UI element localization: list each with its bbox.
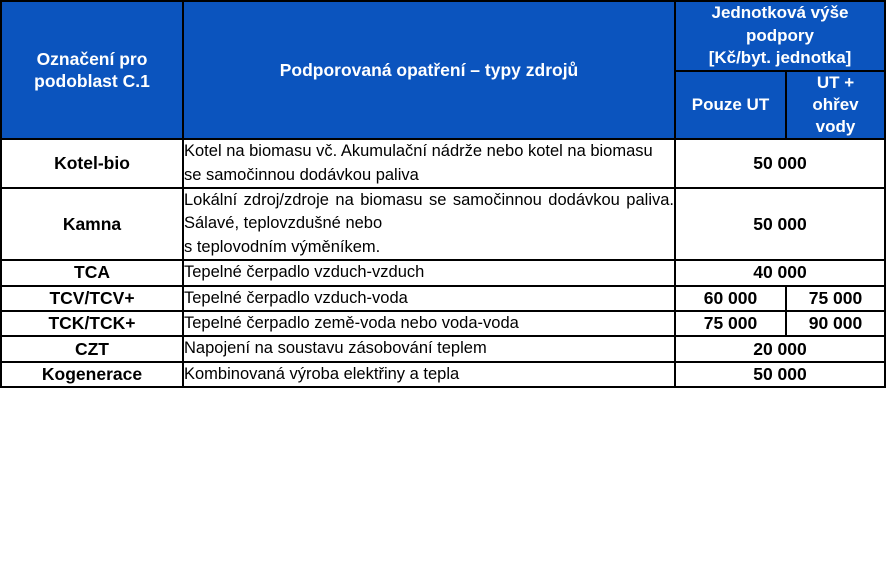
- table-row: [1, 139, 885, 188]
- cell-support-amount-combined: 50 000: [675, 362, 885, 387]
- header-row-primary: [1, 1, 885, 71]
- header-cell-supported-measures: Podporovaná opatření – typy zdrojů: [183, 1, 675, 139]
- subheader-line-3: vody: [815, 117, 856, 137]
- header-cell-heating-plus-hot-water: [786, 71, 885, 139]
- header-cell-subarea-code: Označení pro podoblast C.1: [1, 1, 183, 139]
- cell-support-amount-combined: 20 000: [675, 336, 885, 361]
- cell-measure-description: Kombinovaná výroba elektřiny a tepla: [183, 362, 675, 387]
- cell-measure-description: Tepelné čerpadlo země-voda nebo voda-voda: [183, 311, 675, 336]
- cell-support-amount-heating-hot-water: 90 000: [786, 311, 885, 336]
- table-body: [1, 139, 885, 387]
- cell-support-amount-combined: 50 000: [675, 139, 885, 188]
- description-main-text: Lokální zdroj/zdroje na biomasu se samočinnou dodávkou paliva. Sálavé, teplovzdušné nebo: [184, 190, 674, 233]
- cell-support-amount-combined: 40 000: [675, 260, 885, 285]
- header-cell-unit-support-amount: [675, 1, 885, 71]
- table-row: [1, 311, 885, 336]
- table-row: [1, 286, 885, 311]
- cell-measure-description: [183, 188, 675, 260]
- cell-subarea-code: TCK/TCK+: [1, 311, 183, 336]
- cell-support-amount-combined: 50 000: [675, 188, 885, 260]
- cell-subarea-code: Kotel-bio: [1, 139, 183, 188]
- table-row: [1, 260, 885, 285]
- cell-subarea-code: TCA: [1, 260, 183, 285]
- cell-subarea-code: CZT: [1, 336, 183, 361]
- subheader-line-1: UT +: [816, 72, 855, 92]
- cell-measure-description: Napojení na soustavu zásobování teplem: [183, 336, 675, 361]
- unit-header-line-2: podpory: [746, 25, 814, 45]
- table-row: [1, 362, 885, 387]
- cell-measure-description: Kotel na biomasu vč. Akumulační nádrže nebo kotel na biomasu se samočinnou dodávkou paliva: [183, 139, 675, 188]
- cell-measure-description: Tepelné čerpadlo vzduch-voda: [183, 286, 675, 311]
- table-row: [1, 188, 885, 260]
- description-last-line: s teplovodním výměníkem.: [184, 237, 381, 256]
- unit-header-line-1: Jednotková výše: [711, 3, 849, 22]
- cell-measure-description: Tepelné čerpadlo vzduch-vzduch: [183, 260, 675, 285]
- cell-subarea-code: TCV/TCV+: [1, 286, 183, 311]
- table-row: [1, 336, 885, 361]
- cell-support-amount-only-heating: 60 000: [675, 286, 786, 311]
- cell-subarea-code: Kogenerace: [1, 362, 183, 387]
- table-header: [1, 1, 885, 139]
- unit-header-line-3: [Kč/byt. jednotka]: [708, 48, 852, 68]
- cell-support-amount-heating-hot-water: 75 000: [786, 286, 885, 311]
- subheader-line-2: ohřev: [812, 94, 859, 114]
- cell-support-amount-only-heating: 75 000: [675, 311, 786, 336]
- cell-subarea-code: Kamna: [1, 188, 183, 260]
- header-cell-only-heating: Pouze UT: [675, 71, 786, 139]
